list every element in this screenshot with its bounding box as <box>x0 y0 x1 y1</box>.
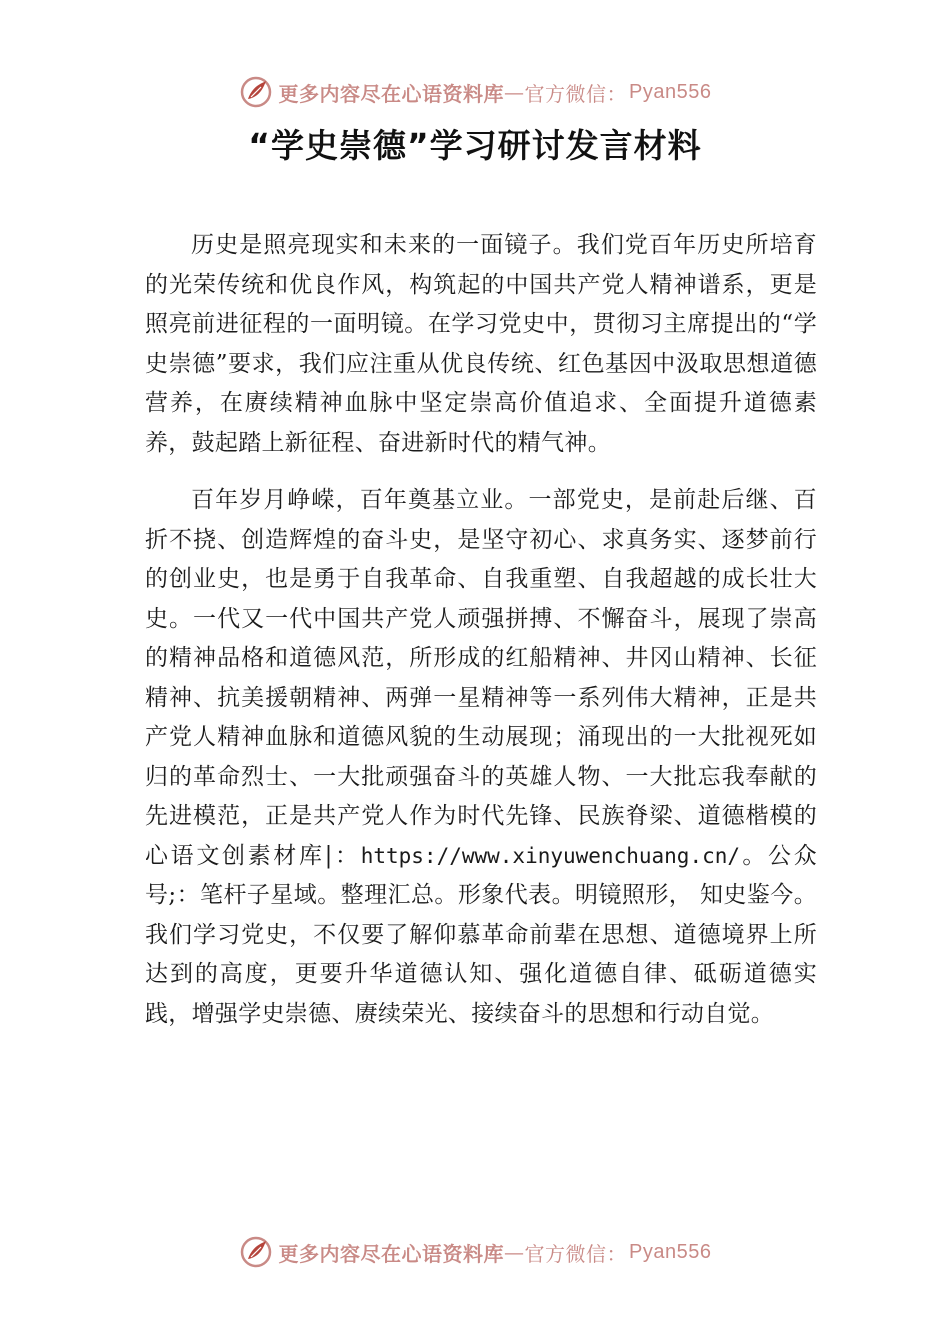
watermark-wechat-id: Pyan556 <box>629 80 712 103</box>
document-title: “学史崇德”学习研讨发言材料 <box>248 126 702 165</box>
watermark-separator: — <box>504 80 525 104</box>
watermark-wechat-id: Pyan556 <box>629 1240 712 1263</box>
flame-leaf-logo-icon <box>239 75 273 109</box>
watermark-separator: — <box>504 1240 525 1264</box>
source-url-link[interactable]: https://www.xinyuwenchuang.cn/ <box>360 843 741 868</box>
document-body <box>145 226 817 1052</box>
paragraph-2-text-before-url: 百年岁月峥嵘，百年奠基立业。一部党史，是前赴后继、百折不挠、创造辉煌的奋斗史，是坚守初心、求真务实、逐梦前行的创业史，也是勇于自我革命、自我重塑、自我超越的成长壮大史。一代又一代中国共产党人顽强拼搏、不懈奋斗，展现了崇高的精神品格和道德风范，所形成的红船精神、井冈山精神、长征精神、抗美援朝精神、两弹一星精神等一系列伟大精神，正是共产党人精神血脉和道德风貌的生动展现；涌现出的一大批视死如归的革命烈士、一大批顽强奋斗的英雄人物、一大批忘我奉献的先进模范，正是共产党人作为时代先锋、民族脊梁、道德楷模的心语文创素材库|： <box>145 487 817 869</box>
paragraph-1: 历史是照亮现实和未来的一面镜子。我们党百年历史所培育的光荣传统和优良作风，构筑起的中国共产党人精神谱系，更是照亮前进征程的一面明镜。在学习党史中，贯彻习主席提出的“学史崇德”要求，我们应注重从优良传统、红色基因中汲取思想道德营养，在赓续精神血脉中坚定崇高价值追求、全面提升道德素养，鼓起踏上新征程、奋进新时代的精气神。 <box>145 232 817 456</box>
watermark-wechat-label: 官方微信： <box>524 1241 628 1266</box>
footer-watermark <box>0 1232 950 1272</box>
watermark-lead-text: 更多内容尽在心语资料库 <box>278 81 505 106</box>
paragraph-2-text-after-url: 。公众号;：笔杆子星域。整理汇总。形象代表。明镜照形， 知史鉴今。我们学习党史，不仅要了解仰慕革命前辈在思想、道德境界上所达到的高度，更要升华道德认知、强化道德自律、砥砺道德实践，增强学史崇德、赓续荣光、接续奋斗的思想和行动自觉。 <box>145 842 818 1027</box>
watermark-lead-text: 更多内容尽在心语资料库 <box>278 1241 505 1266</box>
watermark-wechat-label: 官方微信： <box>524 81 628 106</box>
flame-leaf-logo-icon <box>239 1235 273 1269</box>
paragraph-2 <box>145 481 817 1034</box>
header-watermark <box>0 72 950 112</box>
